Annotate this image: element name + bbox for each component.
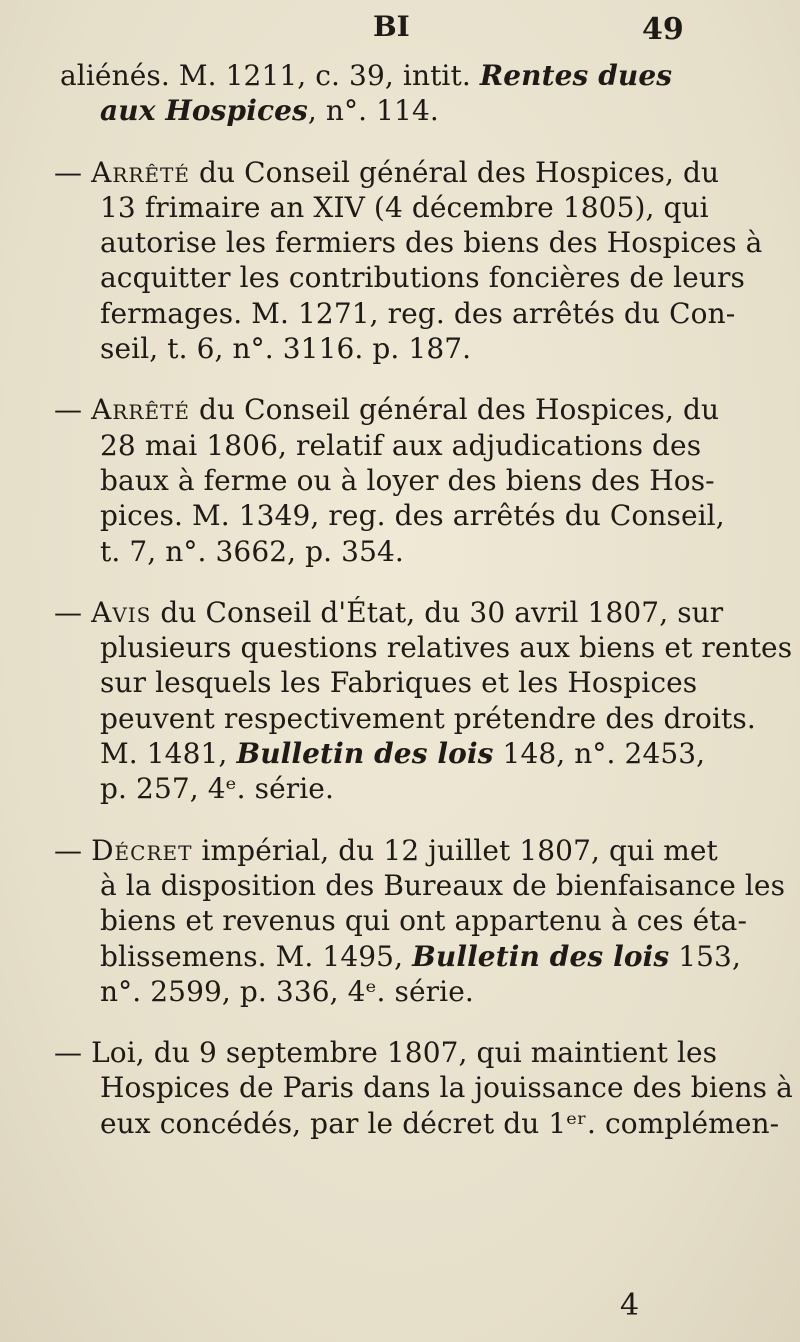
text-line <box>60 331 720 366</box>
text-run: du Conseil général des Hospices, du <box>190 155 720 189</box>
italic-title: Rentes dues <box>479 59 673 92</box>
text-line <box>60 498 725 533</box>
text-run: du Conseil général des Hospices, du <box>190 393 720 427</box>
text-run: 153, <box>669 939 741 973</box>
text-line <box>54 595 724 630</box>
text-line <box>60 868 786 903</box>
text-run: Hospices de Paris dans la jouissance des biens à <box>100 1071 793 1105</box>
text-run: seil, t. 6, n°. 3116. p. 187. <box>100 332 472 366</box>
italic-title: Bulletin des lois <box>412 939 670 973</box>
page-number: 49 <box>642 12 684 47</box>
entry-heading: Décret <box>91 833 193 867</box>
text-line <box>60 630 793 665</box>
paragraph-gap <box>60 807 720 833</box>
text-run: aliénés. M. 1211, c. 39, intit. <box>60 59 480 92</box>
italic-title: aux Hospices <box>100 94 308 128</box>
text-line <box>60 736 720 771</box>
paragraph-gap <box>60 1009 720 1035</box>
text-line <box>60 534 720 569</box>
text-run: sur lesquels les Fabriques et les Hospices <box>100 666 698 700</box>
text-run: à la disposition des Bureaux de bienfaisance les <box>100 868 786 902</box>
entry-paragraph <box>54 833 786 1009</box>
text-run: baux à ferme ou à loyer des biens des Hos- <box>100 463 715 497</box>
text-run: pices. M. 1349, reg. des arrêtés du Conseil, <box>100 499 725 533</box>
entry-paragraph <box>54 155 763 367</box>
paragraph-gap <box>60 366 720 392</box>
text-run: — <box>54 595 92 629</box>
text-line <box>54 1035 720 1070</box>
text-run: — <box>54 833 92 867</box>
entry-heading: Arrêté <box>91 393 190 427</box>
catchword: 4 <box>620 1288 640 1323</box>
text-run: plusieurs questions relatives aux biens et rentes <box>100 631 793 665</box>
text-line <box>60 939 741 974</box>
text-line <box>60 58 720 93</box>
text-line <box>54 155 720 190</box>
text-line <box>54 833 720 868</box>
text-run: impérial, du 12 juillet 1807, qui met <box>192 833 718 867</box>
text-run: t. 7, n°. 3662, p. 354. <box>100 534 404 568</box>
text-line <box>60 903 748 938</box>
text-run: peuvent respectivement prétendre des droits. <box>100 701 756 735</box>
text-line <box>60 1070 793 1105</box>
text-line <box>60 93 720 128</box>
text-run: acquitter les contributions foncières de leurs <box>100 261 745 295</box>
text-line <box>60 701 756 736</box>
text-line <box>54 392 720 427</box>
text-line <box>60 225 763 260</box>
text-line <box>60 190 720 225</box>
text-run: 148, n°. 2453, <box>493 737 706 771</box>
entry-paragraph <box>60 58 720 129</box>
running-header <box>0 6 800 50</box>
entry-heading: Arrêté <box>91 155 190 189</box>
text-line <box>60 665 720 700</box>
entry-paragraph <box>54 1035 793 1141</box>
text-run: — <box>54 155 92 189</box>
text-run: 28 mai 1806, relatif aux adjudications des <box>100 428 702 462</box>
text-run: M. 1481, <box>100 737 237 771</box>
text-run: — Loi, du 9 septembre 1807, qui maintient les <box>54 1036 718 1070</box>
text-line <box>60 296 736 331</box>
text-run: n°. 2599, p. 336, 4ᵉ. série. <box>100 974 474 1008</box>
entry-heading: Avis <box>91 595 152 629</box>
paragraph-gap <box>60 129 720 155</box>
text-run: eux concédés, par le décret du 1ᵉʳ. complémen- <box>100 1106 780 1140</box>
text-line <box>60 1106 780 1141</box>
text-line <box>60 428 720 463</box>
paragraph-gap <box>60 569 720 595</box>
text-run: — <box>54 393 92 427</box>
text-run: biens et revenus qui ont appartenu à ces éta- <box>100 904 748 938</box>
text-line <box>60 463 720 498</box>
text-line <box>60 974 720 1009</box>
italic-title: Bulletin des lois <box>236 737 494 771</box>
entry-paragraph <box>54 595 793 807</box>
text-line <box>60 260 745 295</box>
text-line <box>60 771 720 806</box>
text-run: p. 257, 4ᵉ. série. <box>100 772 334 806</box>
text-run: du Conseil d'État, du 30 avril 1807, sur <box>151 595 724 629</box>
signature-mark: BI <box>373 10 410 43</box>
text-run: fermages. M. 1271, reg. des arrêtés du Con- <box>100 296 736 330</box>
page-body <box>54 58 793 1141</box>
text-run: , n°. 114. <box>307 94 439 128</box>
text-run: autorise les fermiers des biens des Hospices à <box>100 226 763 260</box>
text-run: blissemens. M. 1495, <box>100 939 413 973</box>
text-run: 13 frimaire an XIV (4 décembre 1805), qui <box>100 190 709 224</box>
entry-paragraph <box>54 392 725 568</box>
